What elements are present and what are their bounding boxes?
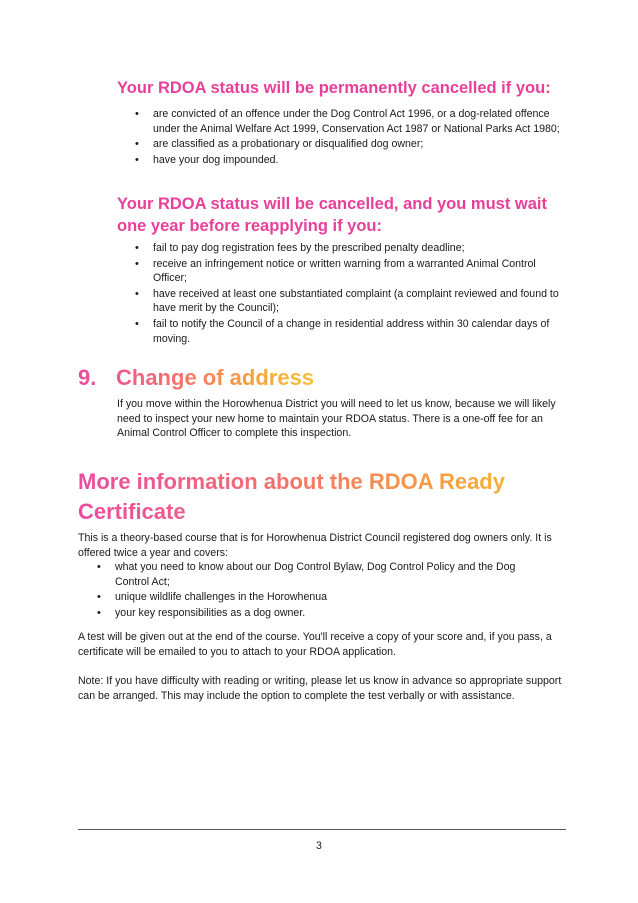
list-item: • unique wildlife challenges in the Horowhenua bbox=[97, 590, 537, 605]
list-item: • fail to notify the Council of a change in residential address within 30 calendar days of moving. bbox=[135, 317, 565, 346]
cancel-wait-list bbox=[135, 241, 565, 347]
change-of-address-heading bbox=[78, 364, 314, 392]
course-topics-list bbox=[97, 560, 537, 621]
footer-divider bbox=[78, 829, 566, 830]
more-info-heading-line2: Certificate bbox=[78, 496, 578, 528]
section-title: Change of address bbox=[116, 365, 315, 390]
list-item: • are convicted of an offence under the Dog Control Act 1996, or a dog-related offence under the Animal Welfare Act 1999, Conservation Act 1987 or National Parks Act 1980; bbox=[135, 107, 565, 136]
list-item: • fail to pay dog registration fees by the prescribed penalty deadline; bbox=[135, 241, 565, 256]
list-item: • are classified as a probationary or disqualified dog owner; bbox=[135, 137, 565, 152]
change-of-address-body: If you move within the Horowhenua District you will need to let us know, because we will likely need to inspect your new home to maintain your RDOA status. There is a one-off fee for an Animal Control Officer to complete this inspection. bbox=[117, 398, 556, 440]
test-info-paragraph: A test will be given out at the end of the course. You'll receive a copy of your score and, if you pass, a certificate will be emailed to you to attach to your RDOA application. bbox=[78, 631, 552, 658]
note-paragraph: Note: If you have difficulty with reading or writing, please let us know in advance so appropriate support can be arranged. This may include the option to complete the test verbally or with assistance. bbox=[78, 675, 562, 702]
list-item: • have your dog impounded. bbox=[135, 153, 565, 168]
list-item: • what you need to know about our Dog Control Bylaw, Dog Control Policy and the Dog Control Act; bbox=[97, 560, 537, 589]
page-number: 3 bbox=[316, 840, 322, 852]
cancel-wait-heading-line1: Your RDOA status will be cancelled, and you must wait bbox=[117, 195, 547, 213]
list-item: • receive an infringement notice or written warning from a warranted Animal Control Officer; bbox=[135, 257, 565, 286]
section-number: 9. bbox=[78, 365, 97, 390]
list-item: • your key responsibilities as a dog owner. bbox=[97, 606, 537, 621]
more-info-heading-line1: More information about the RDOA Ready bbox=[78, 466, 578, 498]
permanent-cancel-heading: Your RDOA status will be permanently cancelled if you: bbox=[117, 79, 551, 97]
cancel-wait-heading-line2: one year before reapplying if you: bbox=[117, 217, 382, 235]
list-item: • have received at least one substantiated complaint (a complaint reviewed and found to have merit by the Council); bbox=[135, 287, 565, 316]
course-intro: This is a theory-based course that is for Horowhenua District Council registered dog owners only. It is offered twice a year and covers: bbox=[78, 532, 552, 559]
permanent-cancel-list bbox=[135, 107, 565, 168]
